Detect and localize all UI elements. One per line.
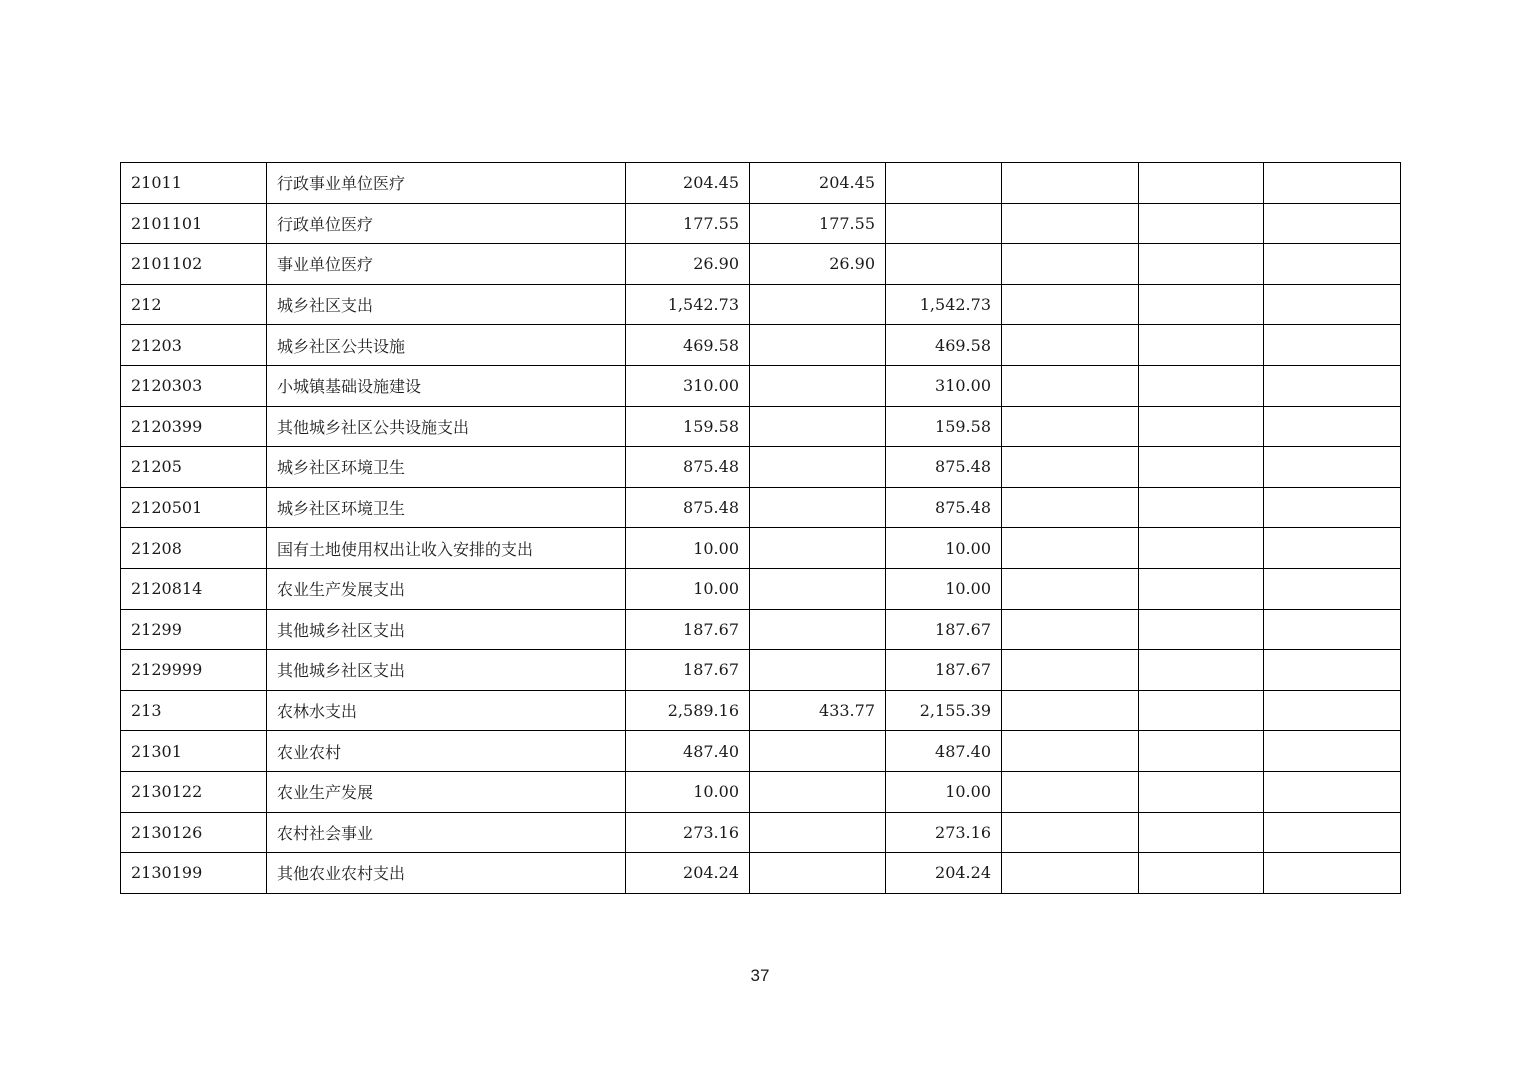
cell-empty — [1264, 771, 1401, 812]
cell-col2: 433.77 — [750, 690, 886, 731]
cell-col2 — [750, 650, 886, 691]
cell-total: 273.16 — [626, 812, 750, 853]
cell-total: 187.67 — [626, 609, 750, 650]
cell-empty — [1264, 163, 1401, 204]
cell-code: 2120814 — [121, 568, 267, 609]
cell-name: 行政事业单位医疗 — [267, 163, 626, 204]
table-row — [121, 528, 1401, 569]
cell-col3: 310.00 — [886, 365, 1002, 406]
cell-empty — [1264, 244, 1401, 285]
cell-total: 1,542.73 — [626, 284, 750, 325]
cell-empty — [1139, 163, 1264, 204]
cell-code: 213 — [121, 690, 267, 731]
table-row — [121, 731, 1401, 772]
cell-total: 204.24 — [626, 853, 750, 894]
cell-empty — [1002, 853, 1139, 894]
cell-empty — [1002, 406, 1139, 447]
cell-total: 204.45 — [626, 163, 750, 204]
cell-empty — [1002, 487, 1139, 528]
cell-col2 — [750, 731, 886, 772]
cell-empty — [1139, 690, 1264, 731]
cell-code: 21203 — [121, 325, 267, 366]
cell-name: 行政单位医疗 — [267, 203, 626, 244]
cell-col2 — [750, 406, 886, 447]
table-row — [121, 203, 1401, 244]
cell-name: 城乡社区环境卫生 — [267, 447, 626, 488]
table-row — [121, 487, 1401, 528]
cell-empty — [1264, 650, 1401, 691]
cell-empty — [1002, 244, 1139, 285]
cell-empty — [1002, 812, 1139, 853]
cell-name: 其他城乡社区支出 — [267, 609, 626, 650]
cell-name: 事业单位医疗 — [267, 244, 626, 285]
cell-name: 农业生产发展 — [267, 771, 626, 812]
cell-col3: 10.00 — [886, 528, 1002, 569]
cell-col3: 469.58 — [886, 325, 1002, 366]
table-row — [121, 650, 1401, 691]
cell-name: 小城镇基础设施建设 — [267, 365, 626, 406]
cell-col2 — [750, 447, 886, 488]
cell-empty — [1002, 447, 1139, 488]
cell-name: 农林水支出 — [267, 690, 626, 731]
cell-empty — [1139, 812, 1264, 853]
cell-code: 21208 — [121, 528, 267, 569]
cell-total: 875.48 — [626, 487, 750, 528]
cell-empty — [1002, 325, 1139, 366]
cell-total: 2,589.16 — [626, 690, 750, 731]
cell-empty — [1264, 365, 1401, 406]
cell-empty — [1139, 771, 1264, 812]
table-row — [121, 853, 1401, 894]
cell-empty — [1002, 284, 1139, 325]
cell-code: 2130122 — [121, 771, 267, 812]
cell-code: 2120399 — [121, 406, 267, 447]
cell-col3 — [886, 163, 1002, 204]
table-row — [121, 284, 1401, 325]
table-row — [121, 325, 1401, 366]
cell-col3: 10.00 — [886, 568, 1002, 609]
cell-total: 187.67 — [626, 650, 750, 691]
cell-total: 159.58 — [626, 406, 750, 447]
cell-col3: 10.00 — [886, 771, 1002, 812]
cell-col3: 1,542.73 — [886, 284, 1002, 325]
cell-empty — [1264, 203, 1401, 244]
budget-table — [120, 162, 1401, 894]
cell-col2: 177.55 — [750, 203, 886, 244]
cell-total: 26.90 — [626, 244, 750, 285]
cell-empty — [1139, 731, 1264, 772]
cell-name: 农村社会事业 — [267, 812, 626, 853]
cell-total: 10.00 — [626, 771, 750, 812]
cell-empty — [1139, 853, 1264, 894]
cell-empty — [1264, 731, 1401, 772]
cell-col2 — [750, 487, 886, 528]
cell-col2 — [750, 853, 886, 894]
cell-empty — [1139, 568, 1264, 609]
cell-total: 310.00 — [626, 365, 750, 406]
cell-col2 — [750, 365, 886, 406]
cell-empty — [1139, 609, 1264, 650]
cell-empty — [1139, 406, 1264, 447]
cell-total: 469.58 — [626, 325, 750, 366]
cell-name: 其他农业农村支出 — [267, 853, 626, 894]
cell-empty — [1264, 447, 1401, 488]
cell-empty — [1264, 406, 1401, 447]
cell-name: 其他城乡社区支出 — [267, 650, 626, 691]
cell-name: 城乡社区支出 — [267, 284, 626, 325]
cell-col3 — [886, 244, 1002, 285]
cell-empty — [1139, 365, 1264, 406]
cell-name: 城乡社区环境卫生 — [267, 487, 626, 528]
cell-col3: 187.67 — [886, 650, 1002, 691]
cell-empty — [1264, 812, 1401, 853]
cell-code: 21299 — [121, 609, 267, 650]
cell-total: 10.00 — [626, 568, 750, 609]
cell-empty — [1002, 650, 1139, 691]
cell-empty — [1139, 650, 1264, 691]
cell-code: 2129999 — [121, 650, 267, 691]
cell-code: 2120303 — [121, 365, 267, 406]
cell-col3: 2,155.39 — [886, 690, 1002, 731]
table-row — [121, 163, 1401, 204]
cell-empty — [1002, 528, 1139, 569]
cell-col2: 204.45 — [750, 163, 886, 204]
cell-col3 — [886, 203, 1002, 244]
cell-col3: 187.67 — [886, 609, 1002, 650]
cell-empty — [1264, 528, 1401, 569]
cell-empty — [1002, 365, 1139, 406]
cell-col3: 875.48 — [886, 487, 1002, 528]
cell-empty — [1139, 447, 1264, 488]
cell-code: 2101101 — [121, 203, 267, 244]
cell-code: 212 — [121, 284, 267, 325]
cell-col2 — [750, 325, 886, 366]
table-body — [121, 163, 1401, 894]
cell-empty — [1139, 244, 1264, 285]
cell-name: 农业农村 — [267, 731, 626, 772]
cell-col2 — [750, 609, 886, 650]
cell-col2 — [750, 812, 886, 853]
cell-code: 2101102 — [121, 244, 267, 285]
cell-col3: 875.48 — [886, 447, 1002, 488]
table-row — [121, 406, 1401, 447]
cell-empty — [1139, 325, 1264, 366]
cell-empty — [1002, 771, 1139, 812]
table-row — [121, 365, 1401, 406]
cell-empty — [1139, 284, 1264, 325]
cell-col2 — [750, 771, 886, 812]
cell-name: 国有土地使用权出让收入安排的支出 — [267, 528, 626, 569]
cell-empty — [1264, 568, 1401, 609]
cell-empty — [1002, 690, 1139, 731]
table-row — [121, 771, 1401, 812]
cell-total: 10.00 — [626, 528, 750, 569]
cell-code: 2130126 — [121, 812, 267, 853]
cell-col3: 487.40 — [886, 731, 1002, 772]
table-row — [121, 690, 1401, 731]
cell-total: 875.48 — [626, 447, 750, 488]
cell-empty — [1002, 203, 1139, 244]
table-row — [121, 447, 1401, 488]
cell-code: 2130199 — [121, 853, 267, 894]
cell-col3: 159.58 — [886, 406, 1002, 447]
cell-empty — [1264, 609, 1401, 650]
cell-empty — [1264, 487, 1401, 528]
cell-empty — [1264, 325, 1401, 366]
cell-code: 21205 — [121, 447, 267, 488]
cell-empty — [1002, 731, 1139, 772]
cell-name: 农业生产发展支出 — [267, 568, 626, 609]
cell-empty — [1002, 568, 1139, 609]
cell-total: 487.40 — [626, 731, 750, 772]
cell-col2 — [750, 568, 886, 609]
cell-empty — [1139, 528, 1264, 569]
cell-total: 177.55 — [626, 203, 750, 244]
cell-col2 — [750, 284, 886, 325]
cell-empty — [1002, 609, 1139, 650]
cell-empty — [1139, 203, 1264, 244]
cell-col2: 26.90 — [750, 244, 886, 285]
cell-name: 城乡社区公共设施 — [267, 325, 626, 366]
cell-empty — [1002, 163, 1139, 204]
cell-name: 其他城乡社区公共设施支出 — [267, 406, 626, 447]
page-number: 37 — [750, 966, 770, 985]
table-row — [121, 812, 1401, 853]
cell-col3: 204.24 — [886, 853, 1002, 894]
cell-code: 2120501 — [121, 487, 267, 528]
cell-empty — [1264, 284, 1401, 325]
cell-col2 — [750, 528, 886, 569]
table-row — [121, 244, 1401, 285]
cell-empty — [1139, 487, 1264, 528]
cell-empty — [1264, 853, 1401, 894]
cell-empty — [1264, 690, 1401, 731]
table-row — [121, 568, 1401, 609]
table-row — [121, 609, 1401, 650]
cell-code: 21301 — [121, 731, 267, 772]
cell-code: 21011 — [121, 163, 267, 204]
cell-col3: 273.16 — [886, 812, 1002, 853]
